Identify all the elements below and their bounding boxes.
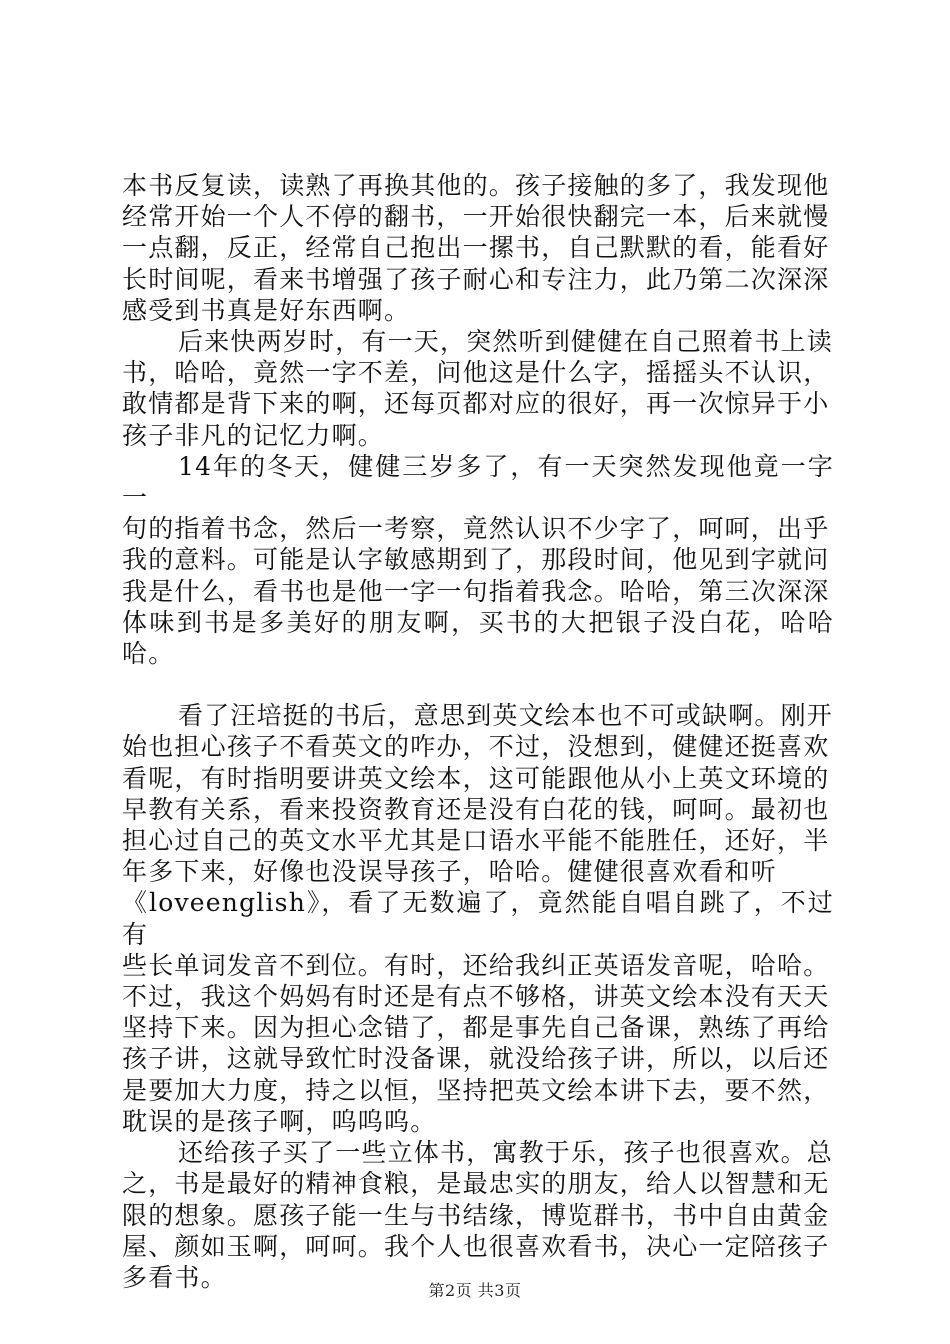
document-body <box>122 170 834 1293</box>
paragraph-continuation: 本书反复读，读熟了再换其他的。孩子接触的多了，我发现他 经常开始一个人不停的翻书，一开始很快翻完一本，后来就慢 一点翻，反正，经常自己抱出一摞书，自己默默的看，能看好 长时间呢，看来书增强了孩子耐心和专注力，此乃第二次深深 感受到书真是好东西啊。 <box>122 171 830 325</box>
paragraph-two-years-old: 后来快两岁时，有一天，突然听到健健在自己照着书上读 书，哈哈，竟然一字不差，问他这是什么字，摇摇头不认识， 敢情都是背下来的啊，还每页都对应的很好，再一次惊异于小 孩子非凡的记忆力啊。 <box>122 327 834 450</box>
page-number-footer: 第2页 共3页 <box>428 1281 522 1300</box>
paragraph-winter-2014: 14年的冬天，健健三岁多了，有一天突然发现他竟一字一 句的指着书念，然后一考察，竟然认识不少字了，呵呵，出乎 我的意料。可能是认字敏感期到了，那段时间，他见到字就问 我是什么，看书也是他一字一句指着我念。哈哈，第三次深深 体味到书是多美好的朋友啊，买书的大把银子没白花，哈哈哈。 <box>122 451 834 669</box>
paragraph-english-picture-books: 看了汪培挺的书后，意思到英文绘本也不可或缺啊。刚开 始也担心孩子不看英文的咋办，不过，没想到，健健还挺喜欢 看呢，有时指明要讲英文绘本，这可能跟他从小上英文环境的 早教有关系，看来投资教育还是没有白花的钱，呵呵。最初也 担心过自己的英文水平尤其是口语水平能不能胜任，还好，半 年多下来，好像也没误导孩子，哈哈。健健很喜欢看和听 《loveenglish》，看了无数遍了，竟然能自唱自跳了，不过有 些长单词发音不到位。有时，还给我纠正英语发音呢，哈哈。 不过，我这个妈妈有时还是有点不够格，讲英文绘本没有天天 坚持下来。因为担心念错了，都是事先自己备课，熟练了再给 孩子讲，这就导致忙时没备课，就没给孩子讲，所以，以后还 是要加大力度，持之以恒，坚持把英文绘本讲下去，要不然， 耽误的是孩子啊，呜呜呜。 <box>122 701 834 1136</box>
paragraph-pop-up-books: 还给孩子买了一些立体书，寓教于乐，孩子也很喜欢。总 之，书是最好的精神食粮，是最忠实的朋友，给人以智慧和无 限的想象。愿孩子能一生与书结缘，博览群书，书中自由黄金 屋、颜如玉啊，呵呵。我个人也很喜欢看书，决心一定陪孩子 多看书。 <box>122 1138 834 1292</box>
